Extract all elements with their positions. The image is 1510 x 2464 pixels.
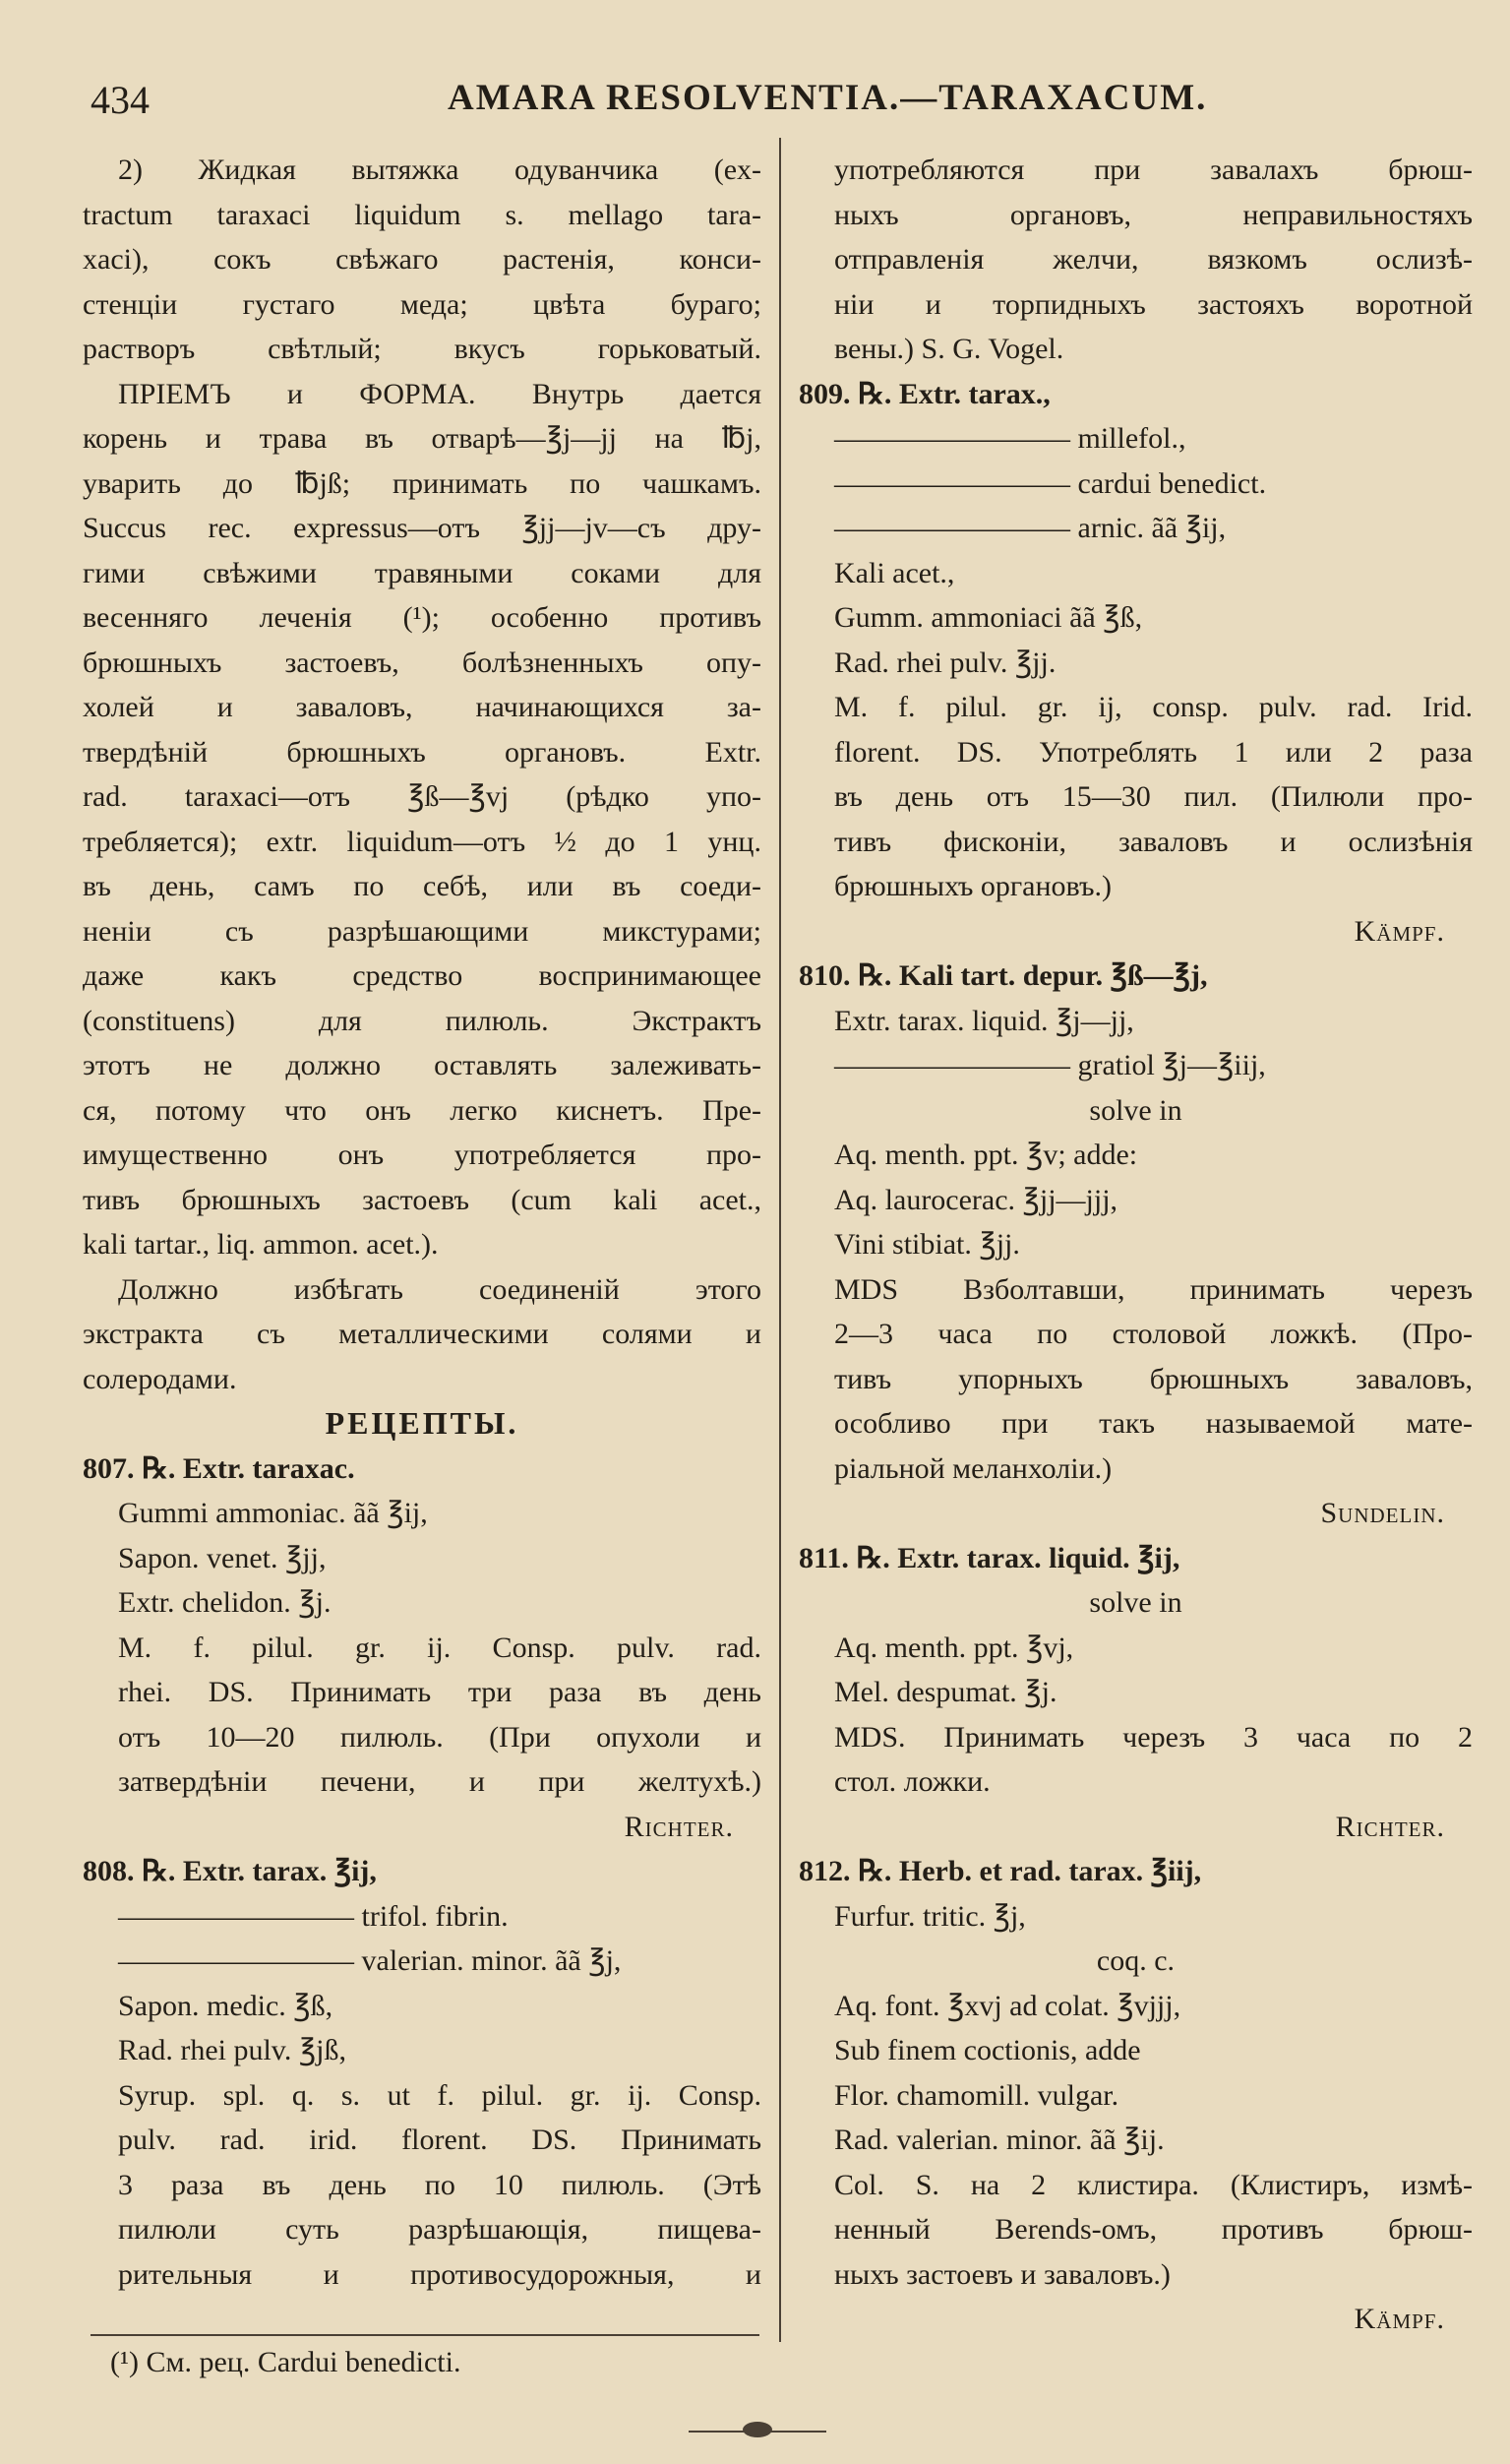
column-divider [779,138,781,2342]
recipe-line: Extr. tarax. liquid. ℥j—jj, [834,1004,1134,1037]
recipe-line: Extr. chelidon. ℥j. [118,1586,332,1619]
recipe-808-header: 808. ℞. Extr. tarax. ℥ij, [83,1855,377,1887]
section-heading-line: ПРІЕМЪ и ФОРМА. Внутрь дается [118,377,761,410]
recipe-line: Mel. despumat. ℥j. [834,1676,1057,1708]
recipe-line: пилюли суть разрѣшающія, пищева- [118,2213,761,2246]
recipe-line: Sub finem coctionis, adde [834,2034,1141,2066]
recipe-line: ———————— gratiol ℥j—℥iij, [834,1049,1266,1081]
text-line: солеродами. [83,1362,237,1395]
recipe-line: употребляются при завалахъ брюш- [834,154,1473,186]
recipe-line: Vini stibiat. ℥jj. [834,1228,1020,1261]
recipe-line: solve in [1089,1093,1182,1127]
text-line: (constituens) для пилюль. Экстрактъ [83,1004,761,1037]
recipe-line: Aq. font. ℥xvj ad colat. ℥vjjj, [834,1989,1181,2022]
recipe-line: coq. c. [1096,1944,1176,1977]
recipe-line: особливо при такъ называемой мате- [834,1407,1473,1440]
recipe-line: florent. DS. Употреблять 1 или 2 раза [834,735,1473,769]
ornament-center-icon [743,2422,772,2437]
recipe-line: pulv. rad. irid. florent. DS. Принимать [118,2124,761,2156]
text-line: уварить до ℔jß; принимать по чашкамъ. [83,466,761,500]
recipe-line: Rad. rhei pulv. ℥jß, [118,2034,347,2066]
recipe-line: ріальной меланхоліи.) [834,1451,1113,1485]
recipe-line: rhei. DS. Принимать три раза въ день [118,1676,761,1708]
page-number: 434 [91,78,150,122]
recipe-line-author: вены.) S. G. Vogel. [834,333,1064,365]
text-line: тивъ брюшныхъ застоевъ (cum kali acet., [83,1183,761,1216]
text-line: 2) Жидкая вытяжка одуванчика (ex- [118,154,761,186]
recipe-line: ———————— cardui benedict. [834,466,1267,500]
right-column [799,148,1473,2342]
recipe-line: Col. S. на 2 клистира. (Клистиръ, измѣ- [834,2168,1473,2201]
recipe-line: Sapon. venet. ℥jj, [118,1541,327,1574]
recipe-author: Sundelin. [1320,1497,1445,1529]
recipe-line: брюшныхъ органовъ.) [834,870,1112,902]
recipe-line: тивъ упорныхъ брюшныхъ заваловъ, [834,1362,1473,1395]
recipe-author: Richter. [1335,1810,1445,1843]
recipe-line: Flor. chamomill. vulgar. [834,2078,1119,2112]
recipe-line: отправленія желчи, вязкомъ ослизѣ- [834,243,1473,276]
recipe-line: M. f. pilul. gr. ij, consp. pulv. rad. Irid. [834,691,1473,723]
text-line: rad. taraxaci—отъ ℥ß—℥vj (рѣдко упо- [83,780,761,813]
text-line: kali tartar., liq. ammon. acet.). [83,1228,439,1261]
recipe-line: Furfur. tritic. ℥j, [834,1899,1026,1933]
recipe-line: ныхъ застоевъ и заваловъ.) [834,2257,1171,2291]
recipe-line: M. f. pilul. gr. ij. Consp. pulv. rad. [118,1631,761,1664]
recipe-line: ———————— valerian. minor. ãã ℥j, [118,1944,622,1977]
recipe-line: ———————— trifol. fibrin. [118,1899,509,1933]
text-line: корень и трава въ отварѣ—℥j—jj на ℔j, [83,422,761,455]
recipe-author: Kämpf. [1354,914,1445,948]
recipe-line: ———————— arnic. ãã ℥ij, [834,512,1227,544]
recipe-807-header: 807. ℞. Extr. taraxac. [83,1451,355,1485]
recipes-heading: РЕЦЕПТЫ. [325,1405,519,1441]
recipe-line: MDS. Принимать черезъ 3 часа по 2 [834,1720,1473,1754]
recipe-line: стол. ложки. [834,1765,991,1798]
text-line: требляется); extr. liquidum—отъ ½ до 1 унц. [83,825,761,858]
recipe-line: ныхъ органовъ, неправильностяхъ [834,198,1473,231]
text-line: tractum taraxaci liquidum s. mellago tara- [83,198,761,231]
text-line: холей и заваловъ, начинающихся за- [83,691,761,723]
text-line: ся, потому что онъ легко киснетъ. Пре- [83,1093,761,1127]
left-column [83,148,761,2297]
recipe-811-header: 811. ℞. Extr. tarax. liquid. ℥ij, [799,1541,1180,1574]
recipe-line: тивъ фисконіи, заваловъ и ослизѣнія [834,825,1473,858]
recipe-812-header: 812. ℞. Herb. et rad. tarax. ℥iij, [799,1855,1202,1887]
recipe-author: Kämpf. [1354,2303,1445,2335]
text-line: растворъ свѣтлый; вкусъ горьковатый. [83,333,761,365]
recipe-line: затвердѣніи печени, и при желтухѣ.) [118,1765,761,1798]
text-line: неніи съ разрѣшающими микстурами; [83,914,761,948]
text-line: гими свѣжими травяными соками для [83,556,761,589]
recipe-line: 3 раза въ день по 10 пилюль. (Этѣ [118,2168,761,2201]
running-title: AMARA RESOLVENTIA.—TARAXACUM. [448,78,1208,118]
recipe-line: рительныя и противосудорожныя, и [118,2257,761,2291]
text-line: экстракта съ металлическими солями и [83,1318,761,1350]
text-line: стенціи густаго меда; цвѣта бураго; [83,287,761,321]
text-line: брюшныхъ застоевъ, болѣзненныхъ опу- [83,646,761,679]
text-line: имущественно онъ употребляется про- [83,1139,761,1171]
recipe-line: Kali acet., [834,556,955,589]
recipe-line: Aq. menth. ppt. ℥vj, [834,1631,1074,1664]
recipe-line: Gummi ammoniac. ãã ℥ij, [118,1497,428,1529]
recipe-line: 2—3 часа по столовой ложкѣ. (Про- [834,1318,1473,1350]
recipe-line: въ день отъ 15—30 пил. (Пилюли про- [834,780,1473,813]
recipe-line: Syrup. spl. q. s. ut f. pilul. gr. ij. Consp. [118,2078,761,2112]
recipe-line: ненный Berends-омъ, противъ брюш- [834,2213,1473,2246]
text-line: въ день, самъ по себѣ, или въ соеди- [83,870,761,902]
recipe-line: ———————— millefol., [834,422,1186,455]
text-line: этотъ не должно оставлять залеживать- [83,1049,761,1081]
recipe-line: Aq. laurocerас. ℥jj—jjj, [834,1183,1118,1216]
recipe-809-header: 809. ℞. Extr. tarax., [799,377,1051,410]
recipe-line: Aq. menth. ppt. ℥v; adde: [834,1139,1138,1171]
footnote: (¹) См. рец. Cardui benedicti. [110,2346,461,2378]
recipe-810-header: 810. ℞. Kali tart. depur. ℥ß—℥j, [799,959,1208,992]
recipe-line: MDS Взболтавши, принимать черезъ [834,1272,1473,1306]
text-line: Должно избѣгать соединеній этого [118,1272,761,1306]
recipe-line: Rad. rhei pulv. ℥jj. [834,646,1057,679]
footnote-rule [91,2334,759,2336]
text-line: даже какъ средство воспринимающее [83,959,761,992]
recipe-line: отъ 10—20 пилюль. (При опухоли и [118,1720,761,1754]
text-line: твердѣній брюшныхъ органовъ. Extr. [83,735,761,769]
recipe-author: Richter. [624,1810,734,1843]
recipe-line: Gumm. ammoniaci ãã ℥ß, [834,601,1143,634]
text-line: xaci), сокъ свѣжаго растенія, конси- [83,243,761,276]
text-line: Succus rec. expressus—отъ ℥jj—jv—съ дру- [83,512,761,544]
recipe-line: solve in [1089,1586,1182,1619]
recipe-line: Rad. valerian. minor. ãã ℥ij. [834,2124,1165,2156]
recipe-line: Sapon. medic. ℥ß, [118,1989,333,2022]
text-line: весенняго леченія (¹); особенно противъ [83,601,761,634]
recipe-line: ніи и торпидныхъ застояхъ воротной [834,287,1473,321]
